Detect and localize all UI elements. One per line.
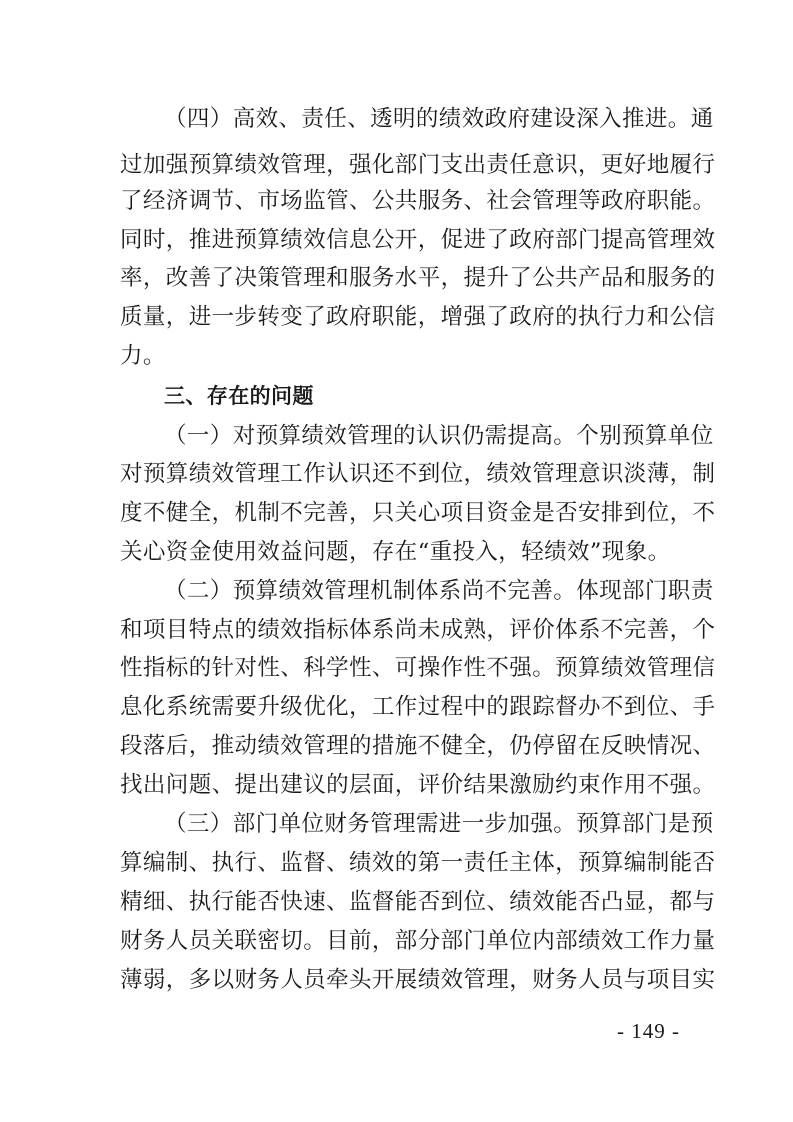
paragraph-text: （一）对预算绩效管理的认识仍需提高。个别预算单位 <box>164 423 714 449</box>
paragraph-text: 算编制、执行、监督、绩效的第一责任主体，预算编制能否 <box>120 850 716 876</box>
paragraph-text: 财务人员关联密切。目前，部分部门单位内部绩效工作力量 <box>120 928 716 954</box>
paragraph-text: （三）部门单位财务管理需进一步加强。预算部门是预 <box>164 811 714 837</box>
paragraph-text: 和项目特点的绩效指标体系尚未成熟，评价体系不完善，个 <box>120 617 716 643</box>
paragraph-text: （二）预算绩效管理机制体系尚不完善。体现部门职责 <box>164 578 714 604</box>
paragraph-text: 过加强预算绩效管理，强化部门支出责任意识，更好地履行 <box>120 152 716 178</box>
page-number: - 149 - <box>617 1019 680 1043</box>
paragraph-text: 性指标的针对性、科学性、可操作性不强。预算绩效管理信 <box>120 655 716 681</box>
paragraph-line <box>0 957 793 1003</box>
paragraph-text: 同时，推进预算绩效信息公开，促进了政府部门提高管理效 <box>120 227 716 253</box>
paragraph-text: 了经济调节、市场监管、公共服务、社会管理等政府职能。 <box>120 188 716 214</box>
paragraph-text: 息化系统需要升级优化，工作过程中的跟踪督办不到位、手 <box>120 694 716 720</box>
paragraph-text: 率，改善了决策管理和服务水平，提升了公共产品和服务的 <box>120 265 716 291</box>
paragraph-text: 关心资金使用效益问题，存在“重投入，轻绩效”现象。 <box>120 539 671 565</box>
section-heading-text: 三、存在的问题 <box>164 384 314 408</box>
paragraph-text: （四）高效、责任、透明的绩效政府建设深入推进。通 <box>164 106 714 132</box>
paragraph-text: 精细、执行能否快速、监督能否到位、绩效能否凸显，都与 <box>120 889 716 915</box>
paragraph-text: 找出问题、提出建议的层面，评价结果激励约束作用不强。 <box>120 772 716 798</box>
paragraph-text: 段落后，推动绩效管理的措施不健全，仍停留在反映情况、 <box>120 733 716 759</box>
paragraph-text: 度不健全，机制不完善，只关心项目资金是否安排到位，不 <box>120 500 716 526</box>
paragraph-line <box>0 96 793 142</box>
paragraph-text: 薄弱，多以财务人员牵头开展绩效管理，财务人员与项目实 <box>120 967 716 993</box>
paragraph-text: 对预算绩效管理工作认识还不到位，绩效管理意识淡薄，制 <box>120 461 716 487</box>
paragraph-text: 质量，进一步转变了政府职能，增强了政府的执行力和公信 <box>120 304 716 330</box>
paragraph-text: 力。 <box>120 343 166 369</box>
